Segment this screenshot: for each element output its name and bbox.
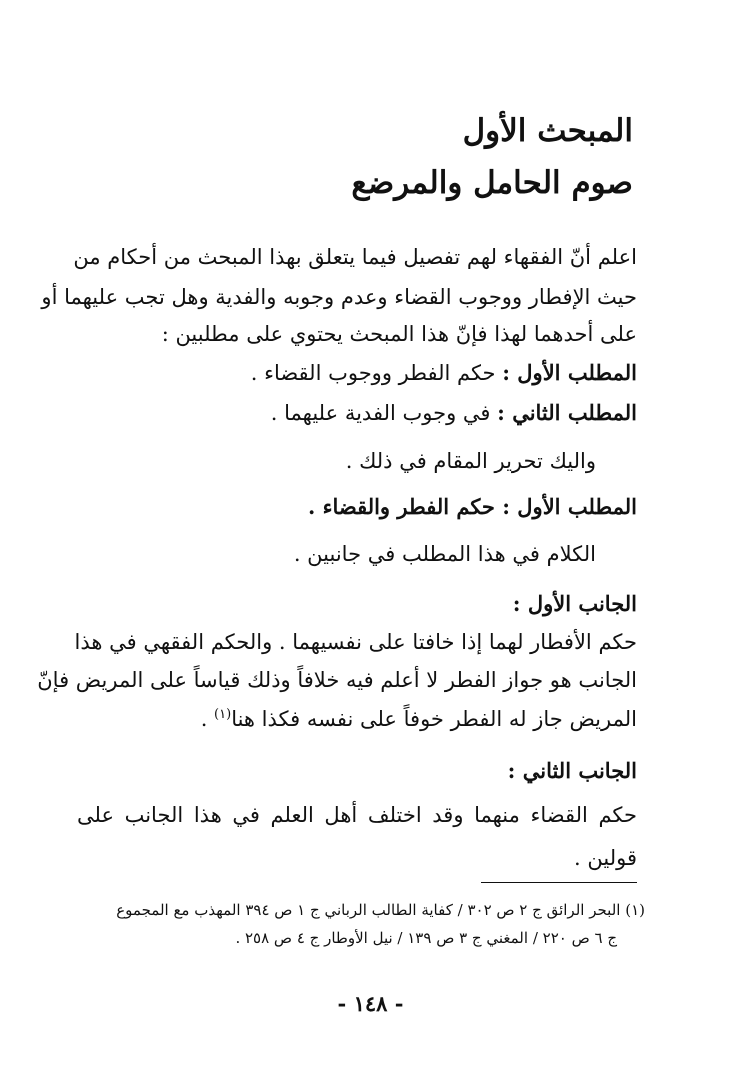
footnote-separator <box>481 882 637 883</box>
footnote-reference[interactable]: (١) <box>214 707 232 722</box>
first-demand-label: المطلب الأول : <box>502 494 637 519</box>
side-two-line-2: قولين . <box>574 846 637 870</box>
side-one-line-3-end: . <box>200 707 215 731</box>
first-demand-heading <box>308 496 637 517</box>
footnote-line-2: ج ٦ ص ٢٢٠ / المغني ج ٣ ص ١٣٩ / نيل الأوطار ج ٤ ص ٢٥٨ . <box>235 929 617 947</box>
footnote-line-1 <box>116 903 645 918</box>
side-one-heading: الجانب الأول : <box>512 591 637 616</box>
first-demand-title: حكم الفطر والقضاء . <box>307 494 495 519</box>
transition-line: واليك تحرير المقام في ذلك . <box>345 449 596 473</box>
side-one-line-1: حكم الأفطار لهما إذا خافتا على نفسيهما . والحكم الفقهي في هذا <box>74 630 637 654</box>
side-one-line-3-text: المريض جاز له الفطر خوفاً على نفسه فكذا هنا <box>231 707 637 731</box>
intro-line-3: على أحدهما لهذا فإنّ هذا المبحث يحتوي على مطلبين : <box>161 322 637 346</box>
toc-item-2-text: في وجوب الفدية عليهما . <box>270 401 491 425</box>
side-two-line-1: حكم القضاء منهما وقد اختلف أهل العلم في هذا الجانب على <box>77 803 637 827</box>
section-subtitle: صوم الحامل والمرضع <box>351 165 633 201</box>
intro-line-2: حيث الإفطار ووجوب القضاء وعدم وجوبه والفدية وهل تجب عليهما أو <box>41 285 637 309</box>
page-number: - ١٤٨ - <box>337 991 404 1016</box>
section-title: المبحث الأول <box>462 113 633 149</box>
toc-item-2 <box>271 402 637 424</box>
toc-item-2-label: المطلب الثاني : <box>497 400 637 425</box>
footnote-marker: (١) <box>625 901 645 919</box>
toc-item-1-text: حكم الفطر ووجوب القضاء . <box>250 361 496 385</box>
footnote-line-1-text: البحر الرائق ج ٢ ص ٣٠٢ / كفاية الطالب الرباني ج ١ ص ٣٩٤ المهذب مع المجموع <box>116 901 621 919</box>
side-one-line-2: الجانب هو جواز الفطر لا أعلم فيه خلافاً وذلك قياساً على المريض فإنّ <box>37 668 637 692</box>
intro-line-1: اعلم أنّ الفقهاء لهم تفصيل فيما يتعلق بهذا المبحث من أحكام من <box>73 245 637 269</box>
toc-item-1 <box>251 362 637 384</box>
first-demand-intro: الكلام في هذا المطلب في جانبين . <box>293 542 596 566</box>
side-one-line-3 <box>201 708 637 730</box>
toc-item-1-label: المطلب الأول : <box>502 360 637 385</box>
side-two-heading: الجانب الثاني : <box>507 758 637 783</box>
